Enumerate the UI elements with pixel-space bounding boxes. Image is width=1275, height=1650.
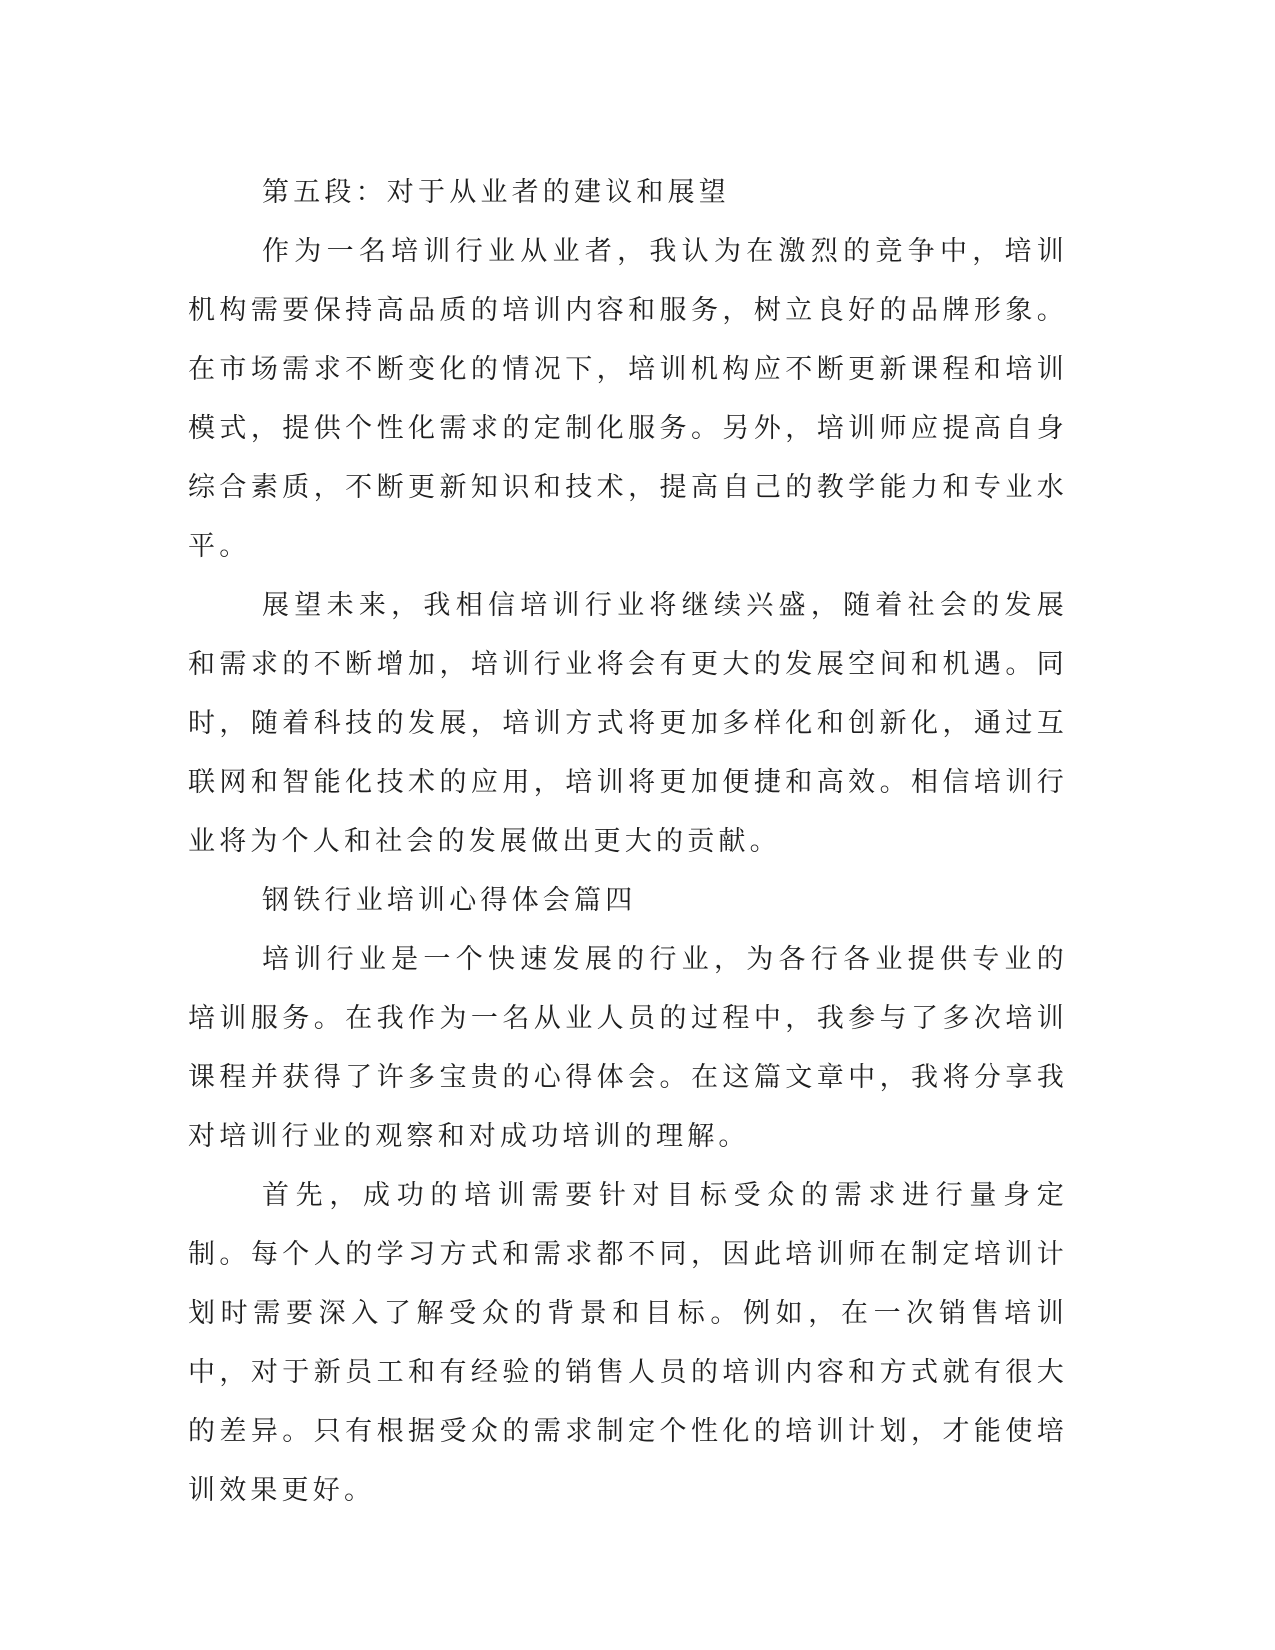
paragraph-intro: 培训行业是一个快速发展的行业，为各行各业提供专业的培训服务。在我作为一名从业人员的过程中，我参与了多次培训课程并获得了许多宝贵的心得体会。在这篇文章中，我将分享我对培训行业的观察和对成功培训的理解。 — [188, 944, 1068, 1152]
section-heading-5: 第五段：对于从业者的建议和展望 — [262, 177, 730, 208]
article-heading-4: 钢铁行业培训心得体会篇四 — [262, 885, 637, 916]
document-body — [188, 163, 1068, 1520]
paragraph-suggestions: 作为一名培训行业从业者，我认为在激烈的竞争中，培训机构需要保持高品质的培训内容和服务，树立良好的品牌形象。在市场需求不断变化的情况下，培训机构应不断更新课程和培训模式，提供个性化需求的定制化服务。另外，培训师应提高自身综合素质，不断更新知识和技术，提高自己的教学能力和专业水平。 — [188, 236, 1068, 562]
paragraph-outlook: 展望未来，我相信培训行业将继续兴盛，随着社会的发展和需求的不断增加，培训行业将会有更大的发展空间和机遇。同时，随着科技的发展，培训方式将更加多样化和创新化，通过互联网和智能化技术的应用，培训将更加便捷和高效。相信培训行业将为个人和社会的发展做出更大的贡献。 — [188, 590, 1068, 857]
paragraph-first-point: 首先，成功的培训需要针对目标受众的需求进行量身定制。每个人的学习方式和需求都不同，因此培训师在制定培训计划时需要深入了解受众的背景和目标。例如，在一次销售培训中，对于新员工和有经验的销售人员的培训内容和方式就有很大的差异。只有根据受众的需求制定个性化的培训计划，才能使培训效果更好。 — [188, 1180, 1068, 1506]
